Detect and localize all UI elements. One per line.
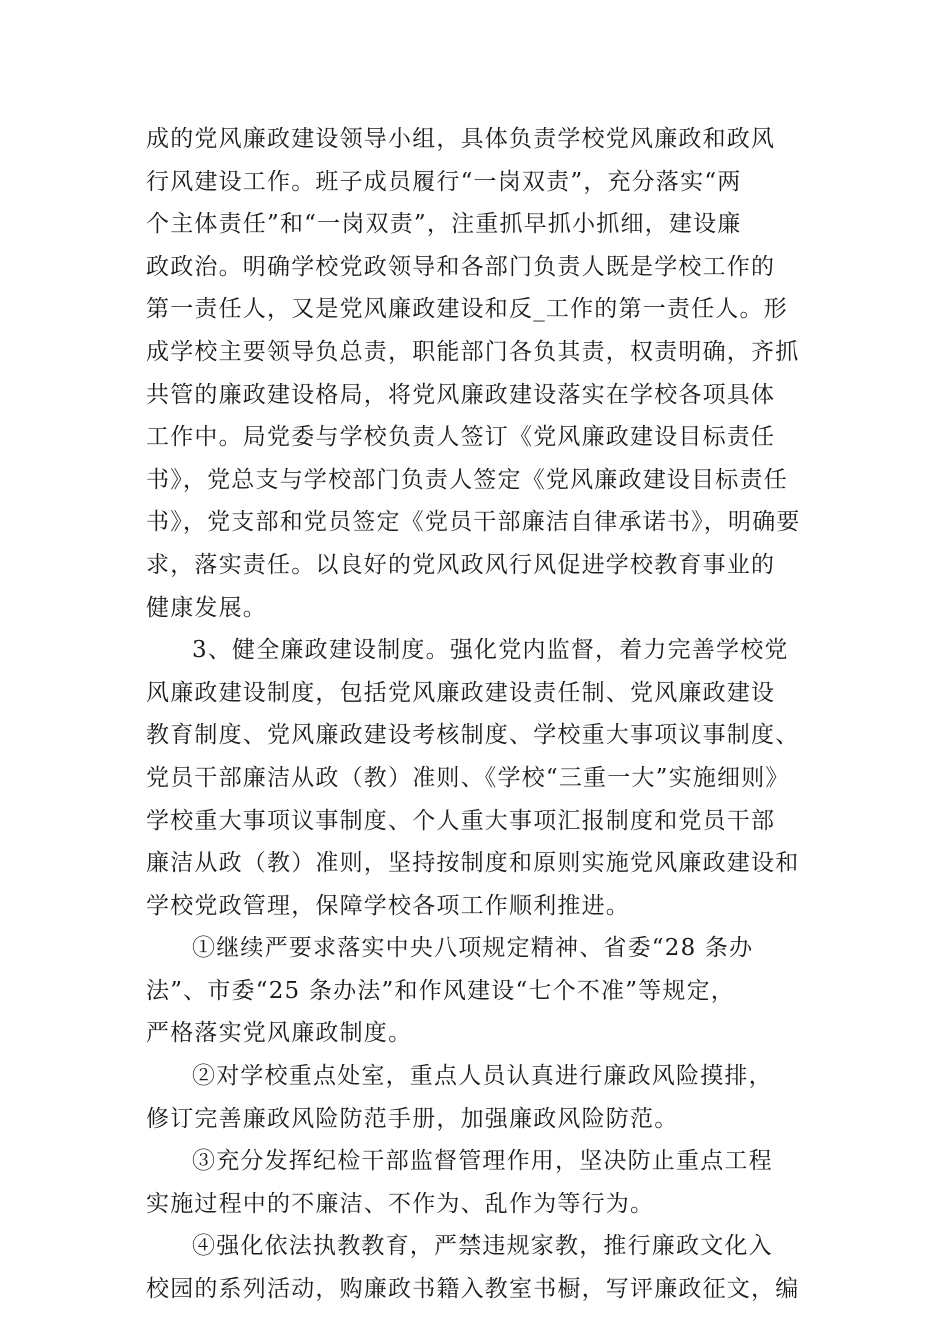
paragraph-leadership xyxy=(146,118,806,629)
text-line: ③充分发挥纪检干部监督管理作用，坚决防止重点工程 xyxy=(192,1148,773,1175)
text-line: 校园的系列活动，购廉政书籍入教室书橱，写评廉政征文，编 xyxy=(146,1276,800,1303)
text-line: 第一责任人，又是党风廉政建设和反_工作的第一责任人。形 xyxy=(146,296,788,323)
text-line: ①继续严要求落实中央八项规定精神、省委“28 条办 xyxy=(192,935,754,962)
text-line: 党员干部廉洁从政（教）准则、《学校“三重一大”实施细则》 xyxy=(146,764,790,791)
text-line: 学校重大事项议事制度、个人重大事项汇报制度和党员干部 xyxy=(146,807,776,834)
text-line: 学校党政管理，保障学校各项工作顺利推进。 xyxy=(146,892,630,919)
text-line: 工作中。局党委与学校负责人签订《党风廉政建设目标责任 xyxy=(146,424,776,451)
text-line: 政政治。明确学校党政领导和各部门负责人既是学校工作的 xyxy=(146,253,776,280)
text-line: 3、健全廉政建设制度。强化党内监督，着力完善学校党 xyxy=(192,637,789,664)
text-line: 书》，党总支与学校部门负责人签定《党风廉政建设目标责任 xyxy=(146,466,788,493)
text-line: 教育制度、党风廉政建设考核制度、学校重大事项议事制度、 xyxy=(146,722,800,749)
text-line: 严格落实党风廉政制度。 xyxy=(146,1020,413,1047)
text-line: ④强化依法执教教育，严禁违规家教，推行廉政文化入 xyxy=(192,1233,773,1260)
text-line: ②对学校重点处室，重点人员认真进行廉政风险摸排， xyxy=(192,1063,773,1090)
text-line: 成的党风廉政建设领导小组，具体负责学校党风廉政和政风 xyxy=(146,126,776,152)
text-line: 风廉政建设制度，包括党风廉政建设责任制、党风廉政建设 xyxy=(146,679,776,706)
text-line: 个主体责任”和“一岗双责”，注重抓早抓小抓细，建设廉 xyxy=(146,211,742,238)
paragraph-item-1 xyxy=(146,927,806,1055)
text-line: 行风建设工作。班子成员履行“一岗双责”，充分落实“两 xyxy=(146,168,742,195)
text-line: 书》，党支部和党员签定《党员干部廉洁自律承诺书》，明确要 xyxy=(146,509,801,536)
document-body xyxy=(146,118,806,1311)
paragraph-item-4 xyxy=(146,1225,806,1310)
text-line: 法”、市委“25 条办法”和作风建设“七个不准”等规定， xyxy=(146,977,735,1004)
text-line: 实施过程中的不廉洁、不作为、乱作为等行为。 xyxy=(146,1190,655,1217)
paragraph-item-3 xyxy=(146,1140,806,1225)
text-line: 健康发展。 xyxy=(146,594,267,621)
text-line: 成学校主要领导负总责，职能部门各负其责，权责明确，齐抓 xyxy=(146,338,800,365)
text-line: 共管的廉政建设格局，将党风廉政建设落实在学校各项具体 xyxy=(146,381,776,408)
text-line: 修订完善廉政风险防范手册，加强廉政风险防范。 xyxy=(146,1105,679,1132)
text-line: 求，落实责任。以良好的党风政风行风促进学校教育事业的 xyxy=(146,551,776,578)
paragraph-item-2 xyxy=(146,1055,806,1140)
text-line: 廉洁从政（教）准则，坚持按制度和原则实施党风廉政建设和 xyxy=(146,850,800,877)
paragraph-system xyxy=(146,629,806,927)
